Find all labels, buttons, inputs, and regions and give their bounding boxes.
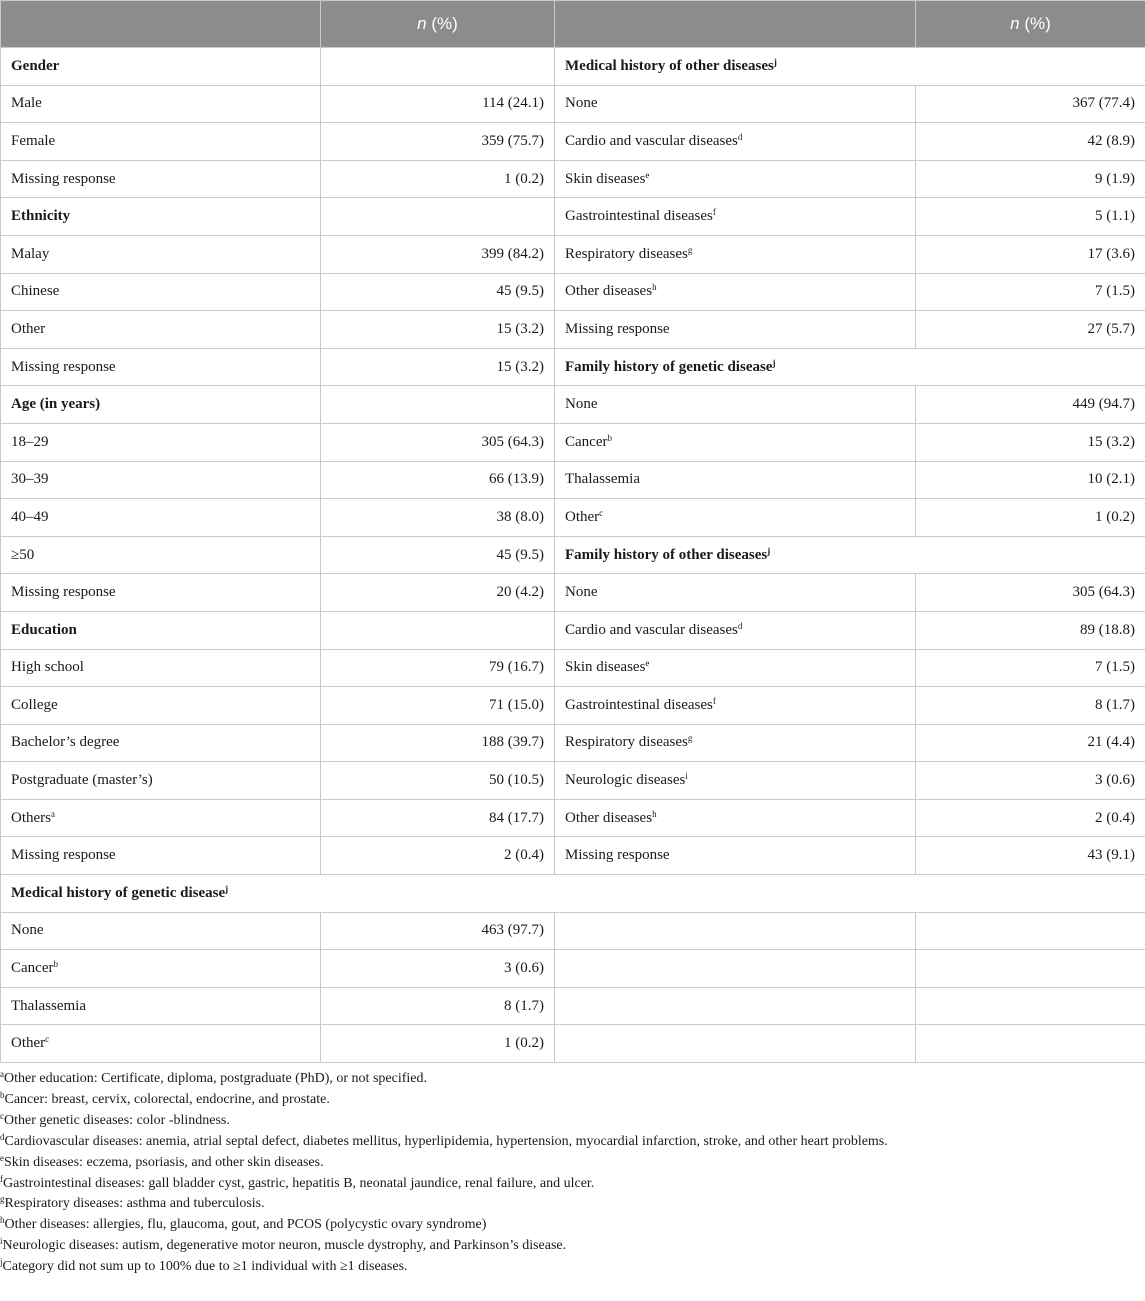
row-label-right-text: None — [565, 396, 598, 413]
row-label-right-text: Skin diseases — [565, 659, 646, 676]
row-value-right: 5 (1.1) — [916, 198, 1145, 236]
footnote-marker: h — [652, 808, 657, 819]
header-pct-label: (%) — [1019, 14, 1051, 33]
row-value-right: 89 (18.8) — [916, 611, 1145, 649]
row-value-right: 1 (0.2) — [916, 499, 1145, 537]
row-label-right-text: Gastrointestinal diseases — [565, 696, 713, 713]
footnote-text: Cardiovascular diseases: anemia, atrial septal defect, diabetes mellitus, hyperlipidemia, hypertension, myocardial infarction, stroke, and other heart problems. — [4, 1133, 888, 1149]
row-value-left: 15 (3.2) — [321, 348, 555, 386]
footnote-marker: b — [0, 1089, 5, 1100]
table-row — [1, 724, 1145, 762]
footnote-marker: g — [687, 244, 693, 255]
row-label-right — [555, 837, 916, 875]
row-label-left-text: Missing response — [11, 847, 116, 864]
row-label-right-text: Cardio and vascular diseases — [565, 621, 738, 638]
row-value-right: 9 (1.9) — [916, 160, 1145, 198]
section-header-right — [555, 348, 1145, 386]
blank-cell — [555, 950, 916, 988]
row-label-right — [555, 386, 916, 424]
footnote-marker: b — [53, 959, 58, 970]
row-label-left — [1, 724, 321, 762]
blank-cell — [321, 386, 555, 424]
footnote-marker: i — [685, 771, 688, 782]
footnote-marker: g — [0, 1194, 5, 1205]
row-value-right: 17 (3.6) — [916, 235, 1145, 273]
row-label-left-text: Missing response — [11, 170, 116, 187]
row-value-left: 84 (17.7) — [321, 799, 555, 837]
header-pct-label: (%) — [426, 14, 458, 33]
table-row — [1, 198, 1145, 236]
section-header-full — [1, 875, 1145, 913]
row-value-right: 2 (0.4) — [916, 799, 1145, 837]
footnote — [0, 1132, 1145, 1153]
row-value-left: 66 (13.9) — [321, 461, 555, 499]
row-value-right: 42 (8.9) — [916, 123, 1145, 161]
table-row — [1, 649, 1145, 687]
table-row — [1, 536, 1145, 574]
footnote-text: Other education: Certificate, diploma, postgraduate (PhD), or not specified. — [4, 1071, 427, 1087]
table-body — [1, 48, 1145, 1063]
section-header-right — [555, 48, 1145, 86]
blank-cell — [916, 1025, 1145, 1063]
row-label-left — [1, 574, 321, 612]
footnote — [0, 1236, 1145, 1257]
section-header-left-text: Ethnicity — [11, 208, 71, 225]
row-label-right-text: Other — [565, 508, 600, 525]
table-row — [1, 837, 1145, 875]
footnote-marker: a — [51, 808, 55, 819]
footnote-marker: j — [772, 357, 776, 368]
row-value-left: 359 (75.7) — [321, 123, 555, 161]
row-label-left — [1, 912, 321, 950]
row-label-left-text: Cancer — [11, 960, 54, 977]
blank-cell — [321, 198, 555, 236]
row-value-left: 15 (3.2) — [321, 311, 555, 349]
row-value-left: 38 (8.0) — [321, 499, 555, 537]
section-header-left — [1, 198, 321, 236]
row-value-left: 20 (4.2) — [321, 574, 555, 612]
footnote-marker: j — [773, 56, 777, 67]
row-label-right-text: Thalassemia — [565, 471, 640, 488]
row-label-left — [1, 311, 321, 349]
row-label-left-text: College — [11, 696, 58, 713]
table-row — [1, 48, 1145, 86]
table-row — [1, 235, 1145, 273]
footnote-text: Gastrointestinal diseases: gall bladder cyst, gastric, hepatitis B, neonatal jaundice, renal failure, and ulcer. — [3, 1175, 595, 1191]
footnote — [0, 1090, 1145, 1111]
row-label-left — [1, 950, 321, 988]
row-label-right — [555, 762, 916, 800]
row-value-left: 8 (1.7) — [321, 987, 555, 1025]
footnote-text: Respiratory diseases: asthma and tuberculosis. — [4, 1196, 265, 1212]
section-header-right — [555, 536, 1145, 574]
row-label-right — [555, 461, 916, 499]
table-row — [1, 1025, 1145, 1063]
row-label-left — [1, 273, 321, 311]
footnote — [0, 1194, 1145, 1215]
blank-cell — [555, 987, 916, 1025]
footnote-text: Neurologic diseases: autism, degenerative motor neuron, muscle dystrophy, and Parkinson’s disease. — [2, 1238, 567, 1254]
row-value-left: 1 (0.2) — [321, 160, 555, 198]
footnote-text: Other diseases: allergies, flu, glaucoma, gout, and PCOS (polycystic ovary syndrome) — [4, 1217, 487, 1233]
footnote-text: Skin diseases: eczema, psoriasis, and other skin diseases. — [4, 1154, 324, 1170]
blank-cell — [321, 611, 555, 649]
row-value-right: 3 (0.6) — [916, 762, 1145, 800]
row-label-right — [555, 160, 916, 198]
table-row — [1, 762, 1145, 800]
row-label-left — [1, 348, 321, 386]
row-label-right — [555, 687, 916, 725]
table-row — [1, 423, 1145, 461]
section-header-full-text: Medical history of genetic disease — [11, 884, 226, 901]
table-row — [1, 987, 1145, 1025]
blank-cell — [555, 1025, 916, 1063]
footnote-marker: a — [0, 1069, 4, 1080]
header-row — [1, 1, 1145, 48]
row-label-right — [555, 198, 916, 236]
row-value-right: 27 (5.7) — [916, 311, 1145, 349]
row-label-right-text: Respiratory diseases — [565, 245, 688, 262]
row-value-left: 2 (0.4) — [321, 837, 555, 875]
row-label-left — [1, 85, 321, 123]
header-n-pct-right — [916, 1, 1145, 48]
row-label-left — [1, 123, 321, 161]
row-label-left — [1, 160, 321, 198]
row-label-right — [555, 423, 916, 461]
row-label-right — [555, 85, 916, 123]
section-header-left-text: Age (in years) — [11, 396, 101, 413]
row-label-left — [1, 461, 321, 499]
table-row — [1, 85, 1145, 123]
row-label-right-text: Gastrointestinal diseases — [565, 208, 713, 225]
row-label-left — [1, 762, 321, 800]
row-label-right-text: Cardio and vascular diseases — [565, 132, 738, 149]
row-label-left-text: Other — [11, 320, 46, 337]
footnote-marker: h — [652, 282, 657, 293]
section-header-left — [1, 611, 321, 649]
section-header-left — [1, 48, 321, 86]
row-value-right: 7 (1.5) — [916, 649, 1145, 687]
footnote — [0, 1215, 1145, 1236]
row-label-left — [1, 423, 321, 461]
header-n-label: n — [417, 14, 427, 33]
row-label-left-text: None — [11, 922, 44, 939]
row-label-left-text: ≥50 — [11, 546, 35, 563]
row-label-left-text: Malay — [11, 245, 50, 262]
table-row — [1, 799, 1145, 837]
footnote — [0, 1069, 1145, 1090]
row-label-left — [1, 649, 321, 687]
table-row — [1, 875, 1145, 913]
row-value-left: 50 (10.5) — [321, 762, 555, 800]
row-label-right-text: Skin diseases — [565, 170, 646, 187]
row-label-left-text: 18–29 — [11, 433, 49, 450]
section-header-left-text: Education — [11, 621, 77, 638]
row-label-left-text: Female — [11, 132, 56, 149]
footnote-marker: c — [599, 507, 604, 518]
footnote-marker: j — [767, 545, 771, 556]
row-value-right: 305 (64.3) — [916, 574, 1145, 612]
row-label-left-text: Male — [11, 95, 42, 112]
row-label-left-text: Missing response — [11, 584, 116, 601]
header-n-label: n — [1010, 14, 1020, 33]
footnote-marker: e — [0, 1152, 4, 1163]
footnote-text: Category did not sum up to 100% due to ≥1 individual with ≥1 diseases. — [2, 1259, 408, 1275]
row-label-left — [1, 499, 321, 537]
row-value-left: 1 (0.2) — [321, 1025, 555, 1063]
row-label-left-text: Chinese — [11, 283, 60, 300]
footnote-marker: b — [607, 432, 612, 443]
row-value-left: 463 (97.7) — [321, 912, 555, 950]
header-blank-right — [555, 1, 916, 48]
row-label-left-text: Thalassemia — [11, 997, 86, 1014]
row-value-left: 45 (9.5) — [321, 536, 555, 574]
row-value-left: 188 (39.7) — [321, 724, 555, 762]
row-label-right — [555, 273, 916, 311]
section-header-left — [1, 386, 321, 424]
row-label-right-text: Missing response — [565, 847, 670, 864]
table-row — [1, 912, 1145, 950]
blank-cell — [555, 912, 916, 950]
blank-cell — [916, 950, 1145, 988]
section-header-right-text: Family history of genetic disease — [565, 358, 773, 375]
footnote-marker: d — [737, 620, 743, 631]
table-row — [1, 499, 1145, 537]
footnote — [0, 1257, 1145, 1278]
row-label-right-text: Respiratory diseases — [565, 734, 688, 751]
section-header-right-text: Family history of other diseases — [565, 546, 768, 563]
blank-cell — [916, 912, 1145, 950]
row-label-right-text: Other diseases — [565, 283, 653, 300]
row-value-left: 114 (24.1) — [321, 85, 555, 123]
table-row — [1, 160, 1145, 198]
row-label-left-text: Others — [11, 809, 51, 826]
table-row — [1, 348, 1145, 386]
blank-cell — [916, 987, 1145, 1025]
footnote-marker: j — [225, 883, 229, 894]
row-value-right: 21 (4.4) — [916, 724, 1145, 762]
footnote — [0, 1153, 1145, 1174]
table-row — [1, 950, 1145, 988]
footnote-marker: g — [687, 733, 693, 744]
row-label-left-text: High school — [11, 659, 84, 676]
footnote-text: Cancer: breast, cervix, colorectal, endocrine, and prostate. — [4, 1091, 330, 1107]
footnote-marker: e — [645, 658, 650, 669]
row-label-left-text: Postgraduate (master’s) — [11, 772, 153, 789]
footnote-marker: f — [712, 695, 716, 706]
row-value-left: 3 (0.6) — [321, 950, 555, 988]
row-label-right — [555, 574, 916, 612]
table-row — [1, 311, 1145, 349]
table-row — [1, 611, 1145, 649]
footnote-marker: f — [712, 207, 716, 218]
table-row — [1, 461, 1145, 499]
footnote — [0, 1111, 1145, 1132]
row-label-left — [1, 687, 321, 725]
row-label-right — [555, 724, 916, 762]
row-label-left-text: 40–49 — [11, 508, 49, 525]
row-label-right — [555, 235, 916, 273]
section-header-left-text: Gender — [11, 57, 60, 74]
blank-cell — [321, 48, 555, 86]
row-value-right: 8 (1.7) — [916, 687, 1145, 725]
row-value-left: 305 (64.3) — [321, 423, 555, 461]
row-label-left — [1, 235, 321, 273]
row-value-right: 10 (2.1) — [916, 461, 1145, 499]
row-value-left: 71 (15.0) — [321, 687, 555, 725]
row-label-left — [1, 837, 321, 875]
row-label-right — [555, 611, 916, 649]
footnote-marker: c — [45, 1034, 50, 1045]
table-row — [1, 386, 1145, 424]
row-value-right: 15 (3.2) — [916, 423, 1145, 461]
table-row — [1, 273, 1145, 311]
header-blank-left — [1, 1, 321, 48]
row-label-left-text: 30–39 — [11, 471, 49, 488]
row-label-left — [1, 536, 321, 574]
row-value-left: 399 (84.2) — [321, 235, 555, 273]
row-label-right — [555, 649, 916, 687]
row-value-left: 79 (16.7) — [321, 649, 555, 687]
footnote-marker: j — [0, 1257, 3, 1268]
row-label-left-text: Bachelor’s degree — [11, 734, 120, 751]
row-label-right-text: Missing response — [565, 320, 670, 337]
row-value-right: 7 (1.5) — [916, 273, 1145, 311]
row-label-right — [555, 311, 916, 349]
footnote-marker: d — [737, 131, 743, 142]
footnote-marker: i — [0, 1236, 3, 1247]
row-value-left: 45 (9.5) — [321, 273, 555, 311]
row-label-left — [1, 799, 321, 837]
footnote-text: Other genetic diseases: color -blindness. — [4, 1112, 230, 1128]
header-n-pct-left — [321, 1, 555, 48]
table-row — [1, 687, 1145, 725]
row-value-right: 43 (9.1) — [916, 837, 1145, 875]
row-value-right: 449 (94.7) — [916, 386, 1145, 424]
row-label-left — [1, 1025, 321, 1063]
footnote-marker: h — [0, 1215, 5, 1226]
row-value-right: 367 (77.4) — [916, 85, 1145, 123]
row-label-right — [555, 499, 916, 537]
footnote-marker: e — [645, 169, 650, 180]
footnote-marker: d — [0, 1131, 5, 1142]
row-label-right-text: Cancer — [565, 433, 608, 450]
table-header — [1, 1, 1145, 48]
row-label-right-text: Other diseases — [565, 809, 653, 826]
footnotes — [0, 1063, 1145, 1278]
row-label-left — [1, 987, 321, 1025]
row-label-right — [555, 123, 916, 161]
footnote-marker: c — [0, 1110, 4, 1121]
table-row — [1, 574, 1145, 612]
row-label-left-text: Missing response — [11, 358, 116, 375]
row-label-right-text: None — [565, 95, 598, 112]
row-label-right-text: None — [565, 584, 598, 601]
table-row — [1, 123, 1145, 161]
section-header-right-text: Medical history of other diseases — [565, 57, 774, 74]
row-label-right — [555, 799, 916, 837]
footnote-marker: f — [0, 1173, 3, 1184]
footnote — [0, 1174, 1145, 1195]
row-label-right-text: Neurologic diseases — [565, 772, 686, 789]
row-label-left-text: Other — [11, 1035, 46, 1052]
